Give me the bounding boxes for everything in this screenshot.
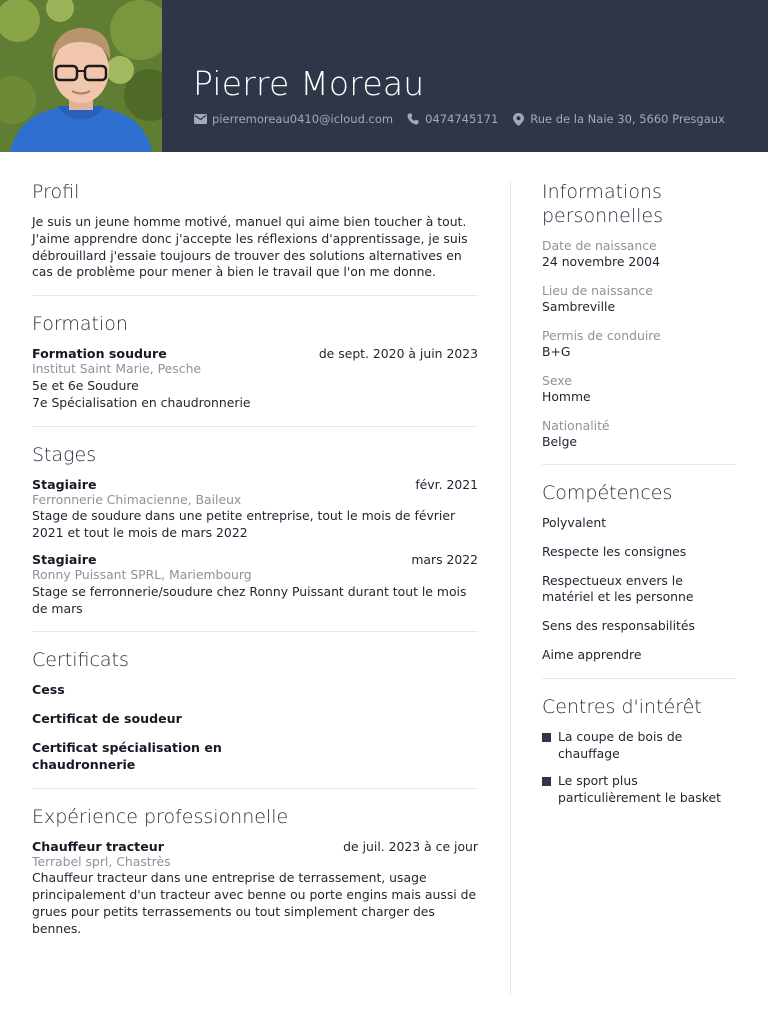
email-text: pierremoreau0410@icloud.com: [212, 112, 394, 126]
info-value: B+G: [542, 344, 571, 359]
square-bullet-icon: [542, 777, 551, 786]
experience-section: [32, 805, 478, 938]
education-entry-detail: 5e et 6e Soudure: [32, 377, 139, 393]
skill-item: Polyvalent: [542, 515, 607, 530]
experience-entry: [32, 839, 478, 938]
section-divider: [32, 426, 478, 427]
education-entry-date: de sept. 2020 à juin 2023: [318, 346, 478, 362]
internship-entry-company: Ferronnerie Chimacienne, Baileux: [32, 491, 242, 507]
experience-entry-company: Terrabel sprl, Chastrès: [32, 853, 171, 869]
main-column: [32, 180, 478, 948]
section-divider: [542, 678, 736, 679]
profile-section: [32, 180, 478, 281]
education-section: [32, 312, 478, 411]
phone-text: 0474745171: [425, 112, 499, 126]
interest-text: Le sport plus particulièrement le basket: [558, 773, 721, 806]
education-entry-title: Formation soudure: [32, 346, 167, 362]
phone-icon: [406, 112, 420, 126]
internship-entry: [32, 552, 478, 617]
skill-item: Respectueux envers le matériel et les personne: [542, 572, 694, 605]
interest-text: La coupe de bois de chauffage: [558, 728, 683, 761]
contact-phone[interactable]: [406, 112, 498, 126]
certificate-item: Certificat de soudeur: [32, 711, 182, 727]
internship-entry-date: févr. 2021: [415, 476, 478, 492]
section-divider: [32, 631, 478, 632]
info-value: Homme: [542, 389, 591, 404]
education-entry-institution: Institut Saint Marie, Pesche: [32, 361, 202, 377]
info-label: Permis de conduire: [542, 328, 661, 343]
experience-title: Expérience professionnelle: [32, 805, 289, 828]
skill-item: Respecte les consignes: [542, 543, 687, 559]
interests-section: [542, 695, 736, 807]
info-label: Lieu de naissance: [542, 283, 653, 298]
profile-text: Je suis un jeune homme motivé, manuel qui aime bien toucher à tout. J'aime apprendre donc j'accepte les réflexions d'apprentissage, je suis débrouillard j'essaie toujours de trouver des solutions alternatives en cas de problème pour mener à bien le travail que l'on me donne.: [32, 214, 468, 280]
info-label: Date de naissance: [542, 238, 657, 253]
info-value: Belge: [542, 434, 578, 449]
education-title: Formation: [32, 313, 128, 336]
interests-title: Centres d'intérêt: [542, 695, 702, 718]
internship-entry-title: Stagiaire: [32, 551, 97, 567]
skill-item: Aime apprendre: [542, 646, 642, 662]
envelope-icon: [193, 112, 207, 126]
side-column: [542, 180, 736, 818]
section-divider: [32, 788, 478, 789]
square-bullet-icon: [542, 733, 551, 742]
skill-item: Sens des responsabilités: [542, 618, 695, 634]
certificate-item: Certificat spécialisation en chaudronnerie: [32, 739, 222, 772]
contact-email[interactable]: [193, 112, 393, 126]
certificates-title: Certificats: [32, 649, 129, 672]
section-divider: [542, 464, 736, 465]
experience-entry-date: de juil. 2023 à ce jour: [343, 838, 478, 854]
info-value: Sambreville: [542, 299, 616, 314]
address-text: Rue de la Naie 30, 5660 Presgaux: [530, 112, 725, 126]
personal-info-section: [542, 180, 736, 450]
section-divider: [32, 295, 478, 296]
interest-item: [542, 773, 736, 807]
certificates-section: [32, 648, 478, 773]
internship-entry-date: mars 2022: [411, 551, 478, 567]
column-divider: [510, 182, 511, 994]
internship-entry-description: Stage de soudure dans une petite entreprise, tout le mois de février 2021 et tout le mois de mars 2022: [32, 508, 456, 541]
internship-entry-description: Stage se ferronnerie/soudure chez Ronny Puissant durant tout le mois de mars: [32, 583, 467, 616]
info-label: Sexe: [542, 373, 572, 388]
experience-entry-title: Chauffeur tracteur: [32, 838, 164, 854]
location-pin-icon: [511, 112, 525, 126]
contact-bar: [193, 112, 738, 126]
experience-entry-description: Chauffeur tracteur dans une entreprise de terrassement, usage principalement d'un tracteur avec benne ou porte engins mais aussi de grues pour petits terrassements ou tout simplement charger des bennes.: [32, 870, 477, 936]
interest-item: [542, 729, 736, 763]
skills-title: Compétences: [542, 482, 673, 504]
internships-title: Stages: [32, 443, 97, 466]
contact-address: [511, 112, 725, 126]
info-value: 24 novembre 2004: [542, 254, 660, 269]
personal-info-title: Informations personnelles: [542, 181, 664, 227]
profile-title: Profil: [32, 181, 80, 203]
skills-section: [542, 481, 736, 664]
internship-entry-company: Ronny Puissant SPRL, Mariembourg: [32, 566, 252, 582]
internships-section: [32, 443, 478, 618]
education-entry: [32, 346, 478, 411]
internship-entry: [32, 477, 478, 542]
info-label: Nationalité: [542, 418, 610, 433]
internship-entry-title: Stagiaire: [32, 476, 97, 492]
education-entry-detail: 7e Spécialisation en chaudronnerie: [32, 394, 251, 410]
header-banner: [0, 0, 768, 152]
certificate-item: Cess: [32, 682, 65, 698]
candidate-name: Pierre Moreau: [193, 64, 425, 103]
profile-photo: [0, 0, 162, 152]
